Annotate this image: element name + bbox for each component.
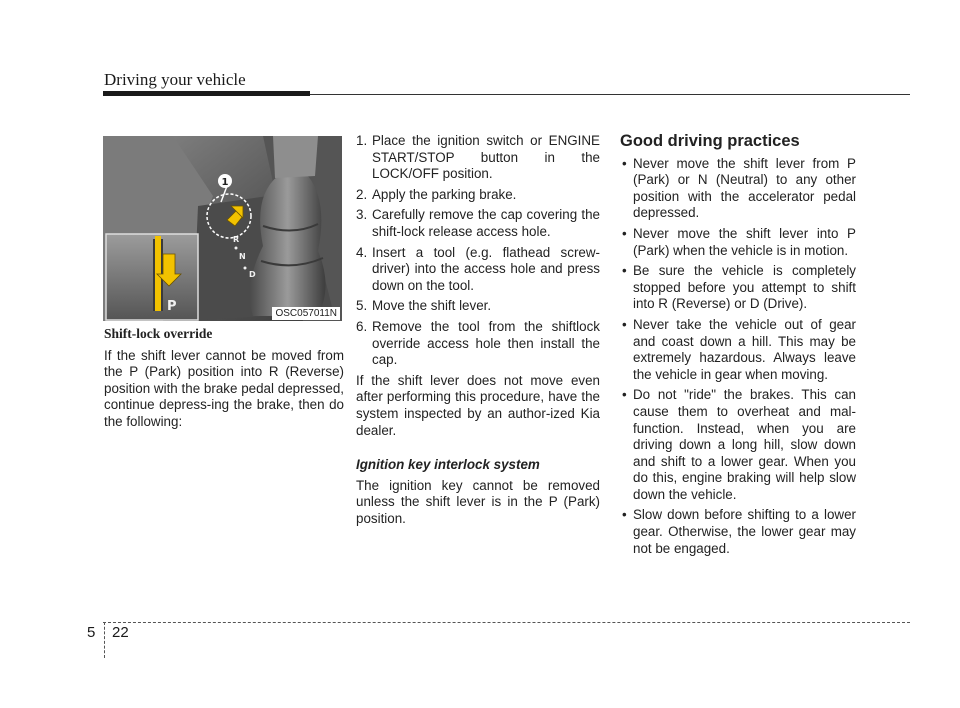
gear-letter-d: D xyxy=(249,270,256,279)
bullet-text: Be sure the vehicle is completely stopped before you attempt to shift into R (Reverse) or D (Drive). xyxy=(633,263,856,312)
footer-rule xyxy=(103,622,910,623)
list-item: • Be sure the vehicle is completely stopped before you attempt to shift into R (Reverse) or D (Drive). xyxy=(622,263,856,312)
inset-letter-p: P xyxy=(167,299,177,314)
left-column xyxy=(104,326,344,437)
shift-lock-override-heading: Shift-lock override xyxy=(104,326,213,341)
chapter-number: 5 xyxy=(87,624,96,641)
bullet-text: Never move the shift lever into P (Park) when the vehicle is in motion. xyxy=(633,225,856,258)
step-item xyxy=(356,133,600,183)
callout-number: 1 xyxy=(221,177,229,188)
header-rule xyxy=(310,94,910,95)
bullet-text: Never move the shift lever from P (Park) or N (Neutral) to any other position with the accelerator pedal depressed. xyxy=(633,155,856,221)
step-item xyxy=(356,207,600,240)
list-item: • Do not "ride" the brakes. This can cause them to overheat and mal-function. Instead, when you are driving down a long hill, slow down and shift to a lower gear. When you do this, engine braking will help slow down the vehicle. xyxy=(622,387,856,502)
shift-lever-illustration xyxy=(103,136,342,321)
step-number: 5. xyxy=(356,298,368,314)
page-number: 22 xyxy=(112,624,129,641)
step-text: Carefully remove the cap covering the shift-lock release access hole. xyxy=(372,207,600,239)
header-bar xyxy=(103,91,310,96)
list-item: • Never move the shift lever into P (Park) when the vehicle is in motion. xyxy=(622,225,856,258)
running-header: Driving your vehicle xyxy=(104,70,246,89)
step-item xyxy=(356,298,600,315)
list-item: • Slow down before shifting to a lower gear. Otherwise, the lower gear may not be engaged. xyxy=(622,507,856,556)
step-text: Move the shift lever. xyxy=(372,298,492,314)
figure-code: OSC057011N xyxy=(272,307,340,320)
step-number: 3. xyxy=(356,207,368,223)
step-number: 6. xyxy=(356,318,368,334)
step-number: 1. xyxy=(356,133,368,148)
footer-divider xyxy=(104,622,105,658)
good-driving-heading: Good driving practices xyxy=(620,132,800,150)
step-item xyxy=(356,245,600,295)
shift-lock-paragraph: If the shift lever cannot be moved from the P (Park) position into R (Reverse) position with the brake pedal depressed, continue depress-ing the brake, then do the following: xyxy=(104,347,344,429)
list-item: • Never move the shift lever from P (Park) or N (Neutral) to any other position with the accelerator pedal depressed. xyxy=(622,155,856,221)
driving-practices-list xyxy=(620,156,856,558)
step-text: Remove the tool from the shiftlock override access hole then install the cap. xyxy=(372,318,600,368)
gear-letter-n: N xyxy=(239,252,246,261)
step-text: Insert a tool (e.g. flathead screw-driver) into the access hole and press down on the tool. xyxy=(372,244,600,293)
dealer-note: If the shift lever does not move even after performing this procedure, have the system inspected by an author-ized Kia dealer. xyxy=(356,372,600,438)
middle-column xyxy=(356,133,600,533)
step-item xyxy=(356,187,600,204)
right-column xyxy=(620,133,856,561)
bullet-text: Slow down before shifting to a lower gear. Otherwise, the lower gear may not be engaged. xyxy=(633,507,856,556)
bullet-text: Never take the vehicle out of gear and coast down a hill. This may be extremely hazardous. Always leave the vehicle in gear when moving. xyxy=(633,316,856,382)
ignition-interlock-paragraph: The ignition key cannot be removed unless the shift lever is in the P (Park) position. xyxy=(356,477,600,526)
step-number: 2. xyxy=(356,186,368,202)
step-number: 4. xyxy=(356,244,368,260)
procedure-steps xyxy=(356,133,600,369)
gear-letter-r: R xyxy=(233,235,240,244)
step-text: Apply the parking brake. xyxy=(372,186,517,202)
bullet-text: Do not "ride" the brakes. This can cause them to overheat and mal-function. Instead, when you are driving down a long hill, slow down and shift to a lower gear. When you do this, engine braking will help slow down the vehicle. xyxy=(633,387,856,502)
step-item xyxy=(356,319,600,369)
ignition-interlock-heading: Ignition key interlock system xyxy=(356,457,540,473)
step-text: Place the ignition switch or ENGINE START/STOP button in the LOCK/OFF position. xyxy=(372,133,600,182)
shift-lever-figure xyxy=(103,136,342,321)
list-item: • Never take the vehicle out of gear and coast down a hill. This may be extremely hazardous. Always leave the vehicle in gear when moving. xyxy=(622,316,856,382)
